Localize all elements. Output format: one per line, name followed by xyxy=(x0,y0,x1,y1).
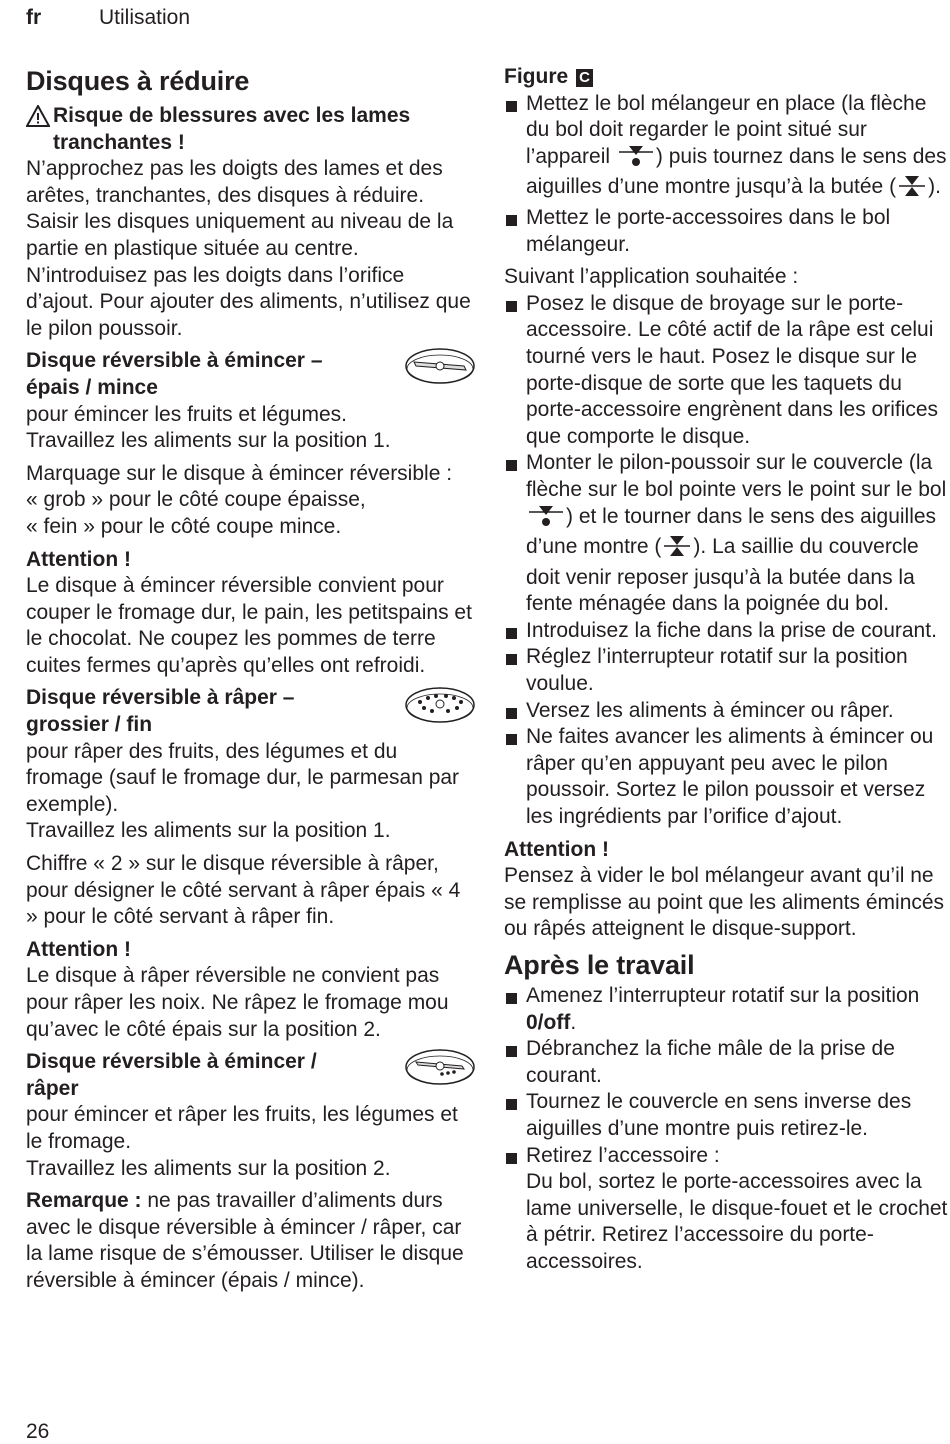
bullet-square-icon xyxy=(506,1046,517,1057)
warning-title-line-2: tranchantes ! xyxy=(53,130,185,154)
section-title: Utilisation xyxy=(99,6,191,29)
steps-list-1 xyxy=(504,91,950,259)
list-item: Posez le disque de broyage sur le porte-accessoire. Le côté actif de la râpe est celui tourné vers le haut. Posez le disque sur le porte-disque de sorte que les taquets du porte-accessoire engrènent dans les orifices que comporte le disque. xyxy=(504,291,950,451)
after-work-title: Après le travail xyxy=(504,950,695,980)
disc2-title-1: Disque réversible à râper – xyxy=(26,686,295,710)
warning-title-line-1: Risque de blessures avec les lames xyxy=(53,104,411,127)
application-intro: Suivant l’application souhaitée : xyxy=(504,265,799,289)
disc1-marking-2: « grob » pour le côté coupe épaisse, xyxy=(26,488,366,512)
disc2-attention-text: Le disque à râper réversible ne convient pas pour râper les noix. Ne râpez le fromage mou qu’avec le côté épais sur la position 2. xyxy=(26,964,449,1041)
arrow-to-dot-icon xyxy=(527,505,565,535)
figure-label: Figure xyxy=(504,65,569,88)
note-label: Remarque : xyxy=(26,1189,142,1213)
bullet-square-icon xyxy=(506,734,517,745)
right-column xyxy=(504,64,950,1282)
warning-heading xyxy=(26,103,476,156)
list-item: Mettez le bol mélangeur en place (la flèche du bol doit regarder le point situé sur l’appareil ) puis tournez dans le sens des aiguilles d’une montre jusqu’à la butée ( ). xyxy=(504,91,950,205)
disc2-attention-label: Attention ! xyxy=(26,937,131,961)
bullet-square-icon xyxy=(506,101,517,112)
disc1-marking-1: Marquage sur le disque à émincer réversible : xyxy=(26,461,453,485)
list-item: Versez les aliments à émincer ou râper. xyxy=(504,698,950,725)
list-item: Introduisez la fiche dans la prise de courant. xyxy=(504,618,950,645)
list-item: Ne faites avancer les aliments à émincer ou râper qu’en appuyant peu avec le pilon poussoir. Sortez le pilon poussoir et versez les ingrédients par l’orifice d’ajout. xyxy=(504,724,950,830)
list-item: Tournez le couvercle en sens inverse des aiguilles d’une montre puis retirez-le. xyxy=(504,1089,950,1142)
steps-list-2 xyxy=(504,291,950,831)
disc2-section xyxy=(26,685,476,1043)
bullet-square-icon xyxy=(506,708,517,719)
lock-arrows-icon xyxy=(897,175,927,205)
disc1-marking-3: « fein » pour le côté coupe mince. xyxy=(26,514,342,538)
bullet-square-icon xyxy=(506,1099,517,1110)
disc1-attention-text: Le disque à émincer réversible convient pour couper le fromage dur, le pain, les petitspains et le chocolat. Ne coupez les pommes de terre cuites fermes qu’après qu’elles ont refroidi. xyxy=(26,574,472,677)
left-column xyxy=(26,64,476,1301)
combo-disc-icon xyxy=(404,1047,476,1087)
bullet-square-icon xyxy=(506,993,517,1004)
disc3-title-1: Disque réversible à émincer / xyxy=(26,1050,317,1074)
list-item: Mettez le porte-accessoires dans le bol mélangeur. xyxy=(504,205,950,258)
lock-arrows-icon xyxy=(662,535,692,565)
right-attention-label: Attention ! xyxy=(504,837,609,861)
figure-letter: C xyxy=(576,69,593,87)
warning-icon xyxy=(26,103,53,156)
disc1-title-1: Disque réversible à émincer – xyxy=(26,349,323,373)
arrow-to-dot-icon xyxy=(617,145,655,175)
disc1-text-1: pour émincer les fruits et légumes. xyxy=(26,402,347,426)
disc3-text-2: Travaillez les aliments sur la position 2. xyxy=(26,1156,391,1180)
language-code: fr xyxy=(26,6,42,29)
slicing-disc-icon xyxy=(404,346,476,386)
list-item: Amenez l’interrupteur rotatif sur la position 0/off. xyxy=(504,983,950,1036)
disc1-text-2: Travaillez les aliments sur la position 1. xyxy=(26,429,391,453)
disc2-digits-text: Chiffre « 2 » sur le disque réversible à râper, pour désigner le côté servant à râper épais « 4 » pour le côté servant à râper fin. xyxy=(26,852,461,929)
right-attention-text: Pensez à vider le bol mélangeur avant qu’il ne se remplisse au point que les aliments émincés ou râpés atteignent le disque-support. xyxy=(504,864,945,941)
page-title: Disques à réduire xyxy=(26,66,250,96)
disc2-text-2: Travaillez les aliments sur la position 1. xyxy=(26,819,391,843)
note-text: ne pas travailler d’aliments durs avec le disque réversible à émincer / râper, car la lame risque de s’émousser. Utiliser le disque réversible à émincer (épais / mince). xyxy=(26,1189,464,1292)
bullet-square-icon xyxy=(506,1153,517,1164)
bullet-square-icon xyxy=(506,460,517,471)
disc2-text-1: pour râper des fruits, des légumes et du fromage (sauf le fromage dur, le parmesan par exemple). xyxy=(26,739,460,816)
list-item: Réglez l’interrupteur rotatif sur la position voulue. xyxy=(504,644,950,697)
after-steps-list xyxy=(504,983,950,1276)
list-item: Retirez l’accessoire : Du bol, sortez le porte-accessoires avec la lame universelle, le disque-fouet et le crochet à pétrir. Retirez l’accessoire du porte-accessoires. xyxy=(504,1143,950,1276)
warning-text: N’approchez pas les doigts des lames et des arêtes, tranchantes, des disques à réduire. Saisir les disques uniquement au niveau de la partie en plastique située au centre. N’introduisez pas les doigts dans l’orifice d’ajout. Pour ajouter des aliments, n’utilisez que le pilon poussoir. xyxy=(26,157,471,340)
disc1-attention-label: Attention ! xyxy=(26,547,131,571)
disc2-title-2: grossier / fin xyxy=(26,713,153,737)
disc3-title-2: râper xyxy=(26,1076,79,1100)
disc3-text-1: pour émincer et râper les fruits, les légumes et le fromage. xyxy=(26,1103,458,1153)
list-item: Débranchez la fiche mâle de la prise de courant. xyxy=(504,1036,950,1089)
bullet-square-icon xyxy=(506,628,517,639)
grating-disc-icon xyxy=(404,685,476,725)
list-item: Monter le pilon-poussoir sur le couvercle (la flèche sur le bol pointe vers le point sur le bol ) et le tourner dans le sens des aiguilles d’une montre ( ). La saillie du couvercle doit venir reposer jusqu’à la butée dans la fente ménagée dans la poignée du bol. xyxy=(504,450,950,618)
disc3-section xyxy=(26,1049,476,1294)
page-header xyxy=(26,6,191,30)
figure-title xyxy=(504,64,950,91)
bullet-square-icon xyxy=(506,215,517,226)
bullet-square-icon xyxy=(506,654,517,665)
page-number: 26 xyxy=(26,1420,50,1443)
disc3-note xyxy=(26,1188,476,1294)
disc1-title-2: épais / mince xyxy=(26,375,158,399)
bullet-square-icon xyxy=(506,301,517,312)
disc1-section xyxy=(26,348,476,679)
